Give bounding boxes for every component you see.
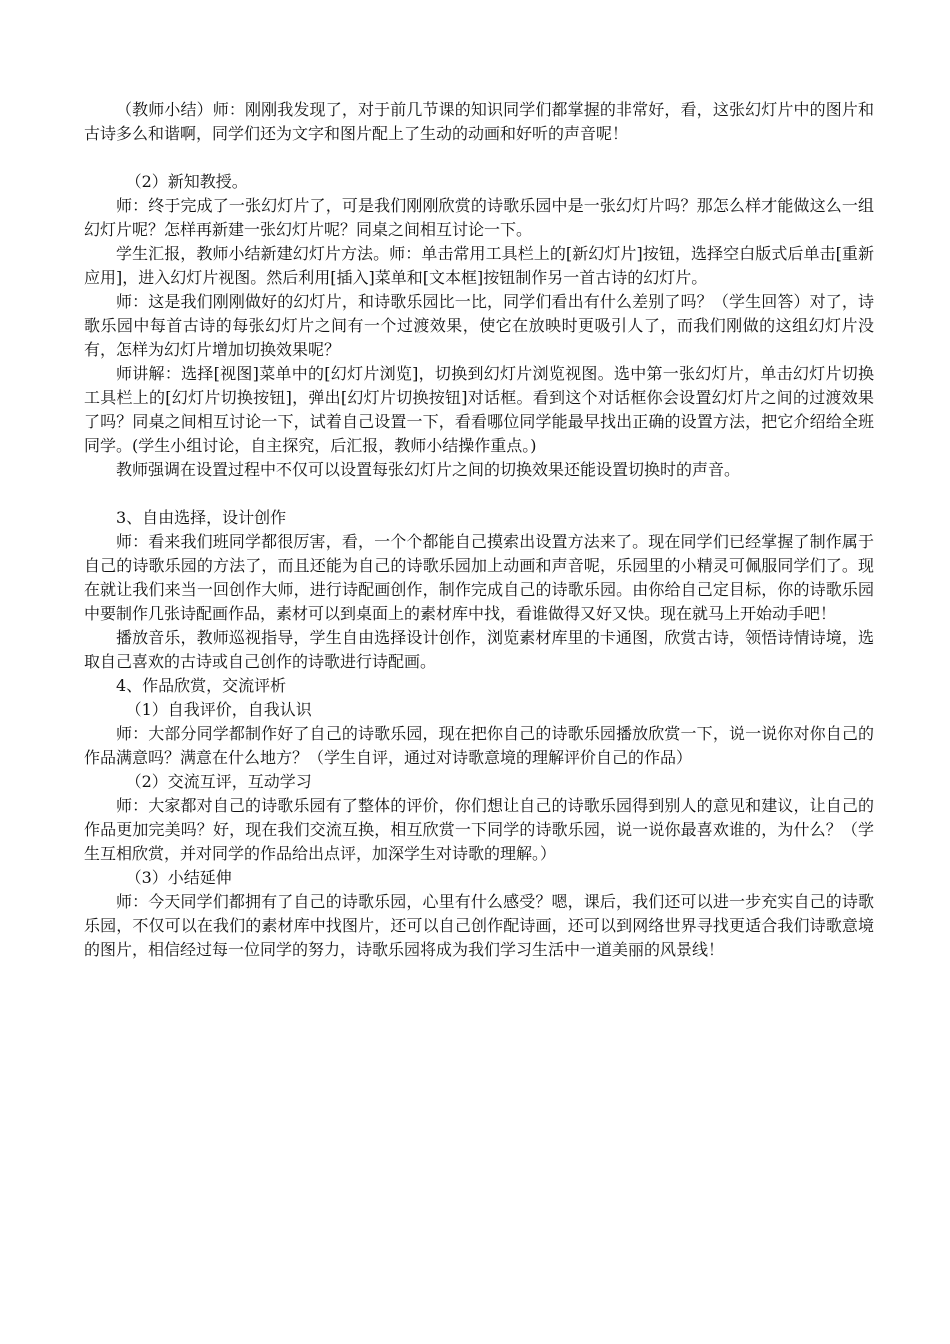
paragraph-compare-slides: 师：这是我们刚刚做好的幻灯片，和诗歌乐园比一比，同学们看出有什么差别了吗？（学生回答）对了，诗歌乐园中每首古诗的每张幻灯片之间有一个过渡效果，使它在放映时更吸引人了，而我们刚做的这组幻灯片没有，怎样为幻灯片增加切换效果呢？: [84, 292, 874, 359]
paragraph-teacher-emphasis: 教师强调在设置过程中不仅可以设置每张幻灯片之间的切换效果还能设置切换时的声音。: [116, 460, 741, 479]
blank-line: [84, 146, 874, 170]
heading-peer-evaluation: （2）交流互评，互动学习: [125, 772, 312, 791]
heading-free-creation: 3、自由选择，设计创作: [116, 508, 287, 527]
document-body: [84, 98, 874, 962]
paragraph-play-music: 播放音乐，教师巡视指导，学生自由选择设计创作，浏览素材库里的卡通图，欣赏古诗，领悟诗情诗境，选取自己喜欢的古诗或自己创作的诗歌进行诗配画。: [84, 628, 874, 671]
paragraph-summary-extension: 师：今天同学们都拥有了自己的诗歌乐园，心里有什么感受？嗯，课后，我们还可以进一步充实自己的诗歌乐园，不仅可以在我们的素材库中找图片，还可以自己创作配诗画，还可以到网络世界寻找更适合我们诗歌意境的图片，相信经过每一位同学的努力，诗歌乐园将成为我们学习生活中一道美丽的风景线！: [84, 892, 874, 959]
paragraph-new-slide-question: 师：终于完成了一张幻灯片了，可是我们刚刚欣赏的诗歌乐园中是一张幻灯片吗？那怎么样才能做这么一组幻灯片呢？怎样再新建一张幻灯片呢？同桌之间相互讨论一下。: [84, 196, 874, 239]
paragraph-peer-evaluation: 师：大家都对自己的诗歌乐园有了整体的评价，你们想让自己的诗歌乐园得到别人的意见和建议，让自己的作品更加完美吗？好，现在我们交流互换，相互欣赏一下同学的诗歌乐园，说一说你最喜欢谁的，为什么？（学生互相欣赏，并对同学的作品给出点评，加深学生对诗歌的理解。）: [84, 796, 874, 863]
paragraph-creation-intro: 师：看来我们班同学都很厉害，看，一个个都能自己摸索出设置方法来了。现在同学们已经掌握了制作属于自己的诗歌乐园的方法了，而且还能为自己的诗歌乐园加上动画和声音呢，乐园里的小精灵可佩服同学们了。现在就让我们来当一回创作大师，进行诗配画创作，制作完成自己的诗歌乐园。由你给自己定目标，你的诗歌乐园中要制作几张诗配画作品，素材可以到桌面上的素材库中找，看谁做得又好又快。现在就马上开始动手吧！: [84, 532, 874, 623]
paragraph-self-evaluation: 师：大部分同学都制作好了自己的诗歌乐园，现在把你自己的诗歌乐园播放欣赏一下，说一说你对你自己的作品满意吗？满意在什么地方？（学生自评，通过对诗歌意境的理解评价自己的作品）: [84, 724, 874, 767]
heading-new-knowledge: （2）新知教授。: [125, 172, 248, 191]
paragraph-teacher-explain: 师讲解：选择[视图]菜单中的[幻灯片浏览]，切换到幻灯片浏览视图。选中第一张幻灯片，单击幻灯片切换工具栏上的[幻灯片切换按钮]，弹出[幻灯片切换按钮]对话框。看到这个对话框你会设置幻灯片之间的过渡效果了吗？同桌之间相互讨论一下，试着自己设置一下，看看哪位同学能最早找出正确的设置方法，把它介绍给全班同学。(学生小组讨论，自主探究，后汇报，教师小结操作重点。): [84, 364, 874, 455]
heading-summary-extension: （3）小结延伸: [125, 868, 232, 887]
heading-self-evaluation: （1）自我评价，自我认识: [125, 700, 312, 719]
paragraph-teacher-summary: （教师小结）师：刚刚我发现了，对于前几节课的知识同学们都掌握的非常好，看，这张幻灯片中的图片和古诗多么和谐啊，同学们还为文字和图片配上了生动的动画和好听的声音呢！: [84, 100, 874, 143]
heading-works-appreciation: 4、作品欣赏，交流评析: [116, 676, 287, 695]
paragraph-student-report: 学生汇报，教师小结新建幻灯片方法。师：单击常用工具栏上的[新幻灯片]按钮，选择空白版式后单击[重新应用]，进入幻灯片视图。然后利用[插入]菜单和[文本框]按钮制作另一首古诗的幻灯片。: [84, 244, 874, 287]
blank-line: [84, 482, 874, 506]
